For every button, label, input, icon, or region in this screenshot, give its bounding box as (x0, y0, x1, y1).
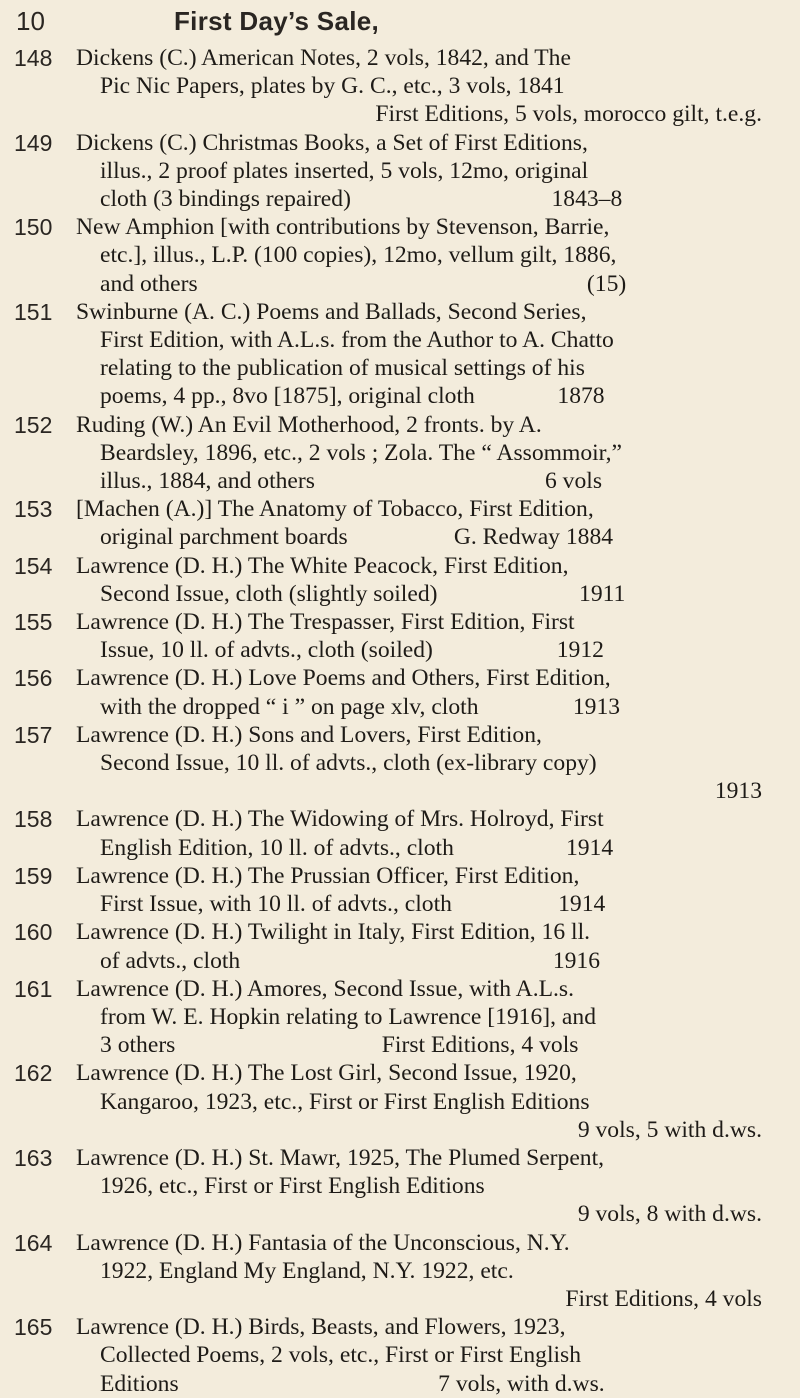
lot-description-line: Lawrence (D. H.) Amores, Second Issue, with A.L.s. (76, 975, 574, 1002)
lot-entry (0, 918, 800, 974)
lot-description-line: original parchment boards G. Redway 1884 (100, 524, 614, 551)
lot-description-line: Issue, 10 ll. of advts., cloth (soiled) 1912 (100, 637, 604, 664)
lot-entry (0, 44, 800, 129)
lot-description-line: Pic Nic Papers, plates by G. C., etc., 3 vols, 1841 (100, 73, 565, 100)
lot-description-line: First Editions, 5 vols, morocco gilt, t.e.g. (375, 101, 762, 128)
lot-description-line: Beardsley, 1896, etc., 2 vols ; Zola. The “ Assommoir,” (100, 439, 622, 466)
lot-entry (0, 213, 800, 298)
lot-description-line: Ruding (W.) An Evil Motherhood, 2 fronts. by A. (76, 411, 542, 438)
lot-description-line: Dickens (C.) American Notes, 2 vols, 1842, and The (76, 45, 571, 71)
lot-number: 152 (14, 411, 53, 438)
lot-description-line: Lawrence (D. H.) The Trespasser, First Edition, First (76, 609, 575, 636)
lot-description-line: 9 vols, 8 with d.ws. (577, 1201, 762, 1228)
running-title: First Day’s Sale, (174, 6, 380, 36)
lot-number: 161 (14, 975, 53, 1002)
lot-description-line: and others (15) (100, 270, 627, 297)
lot-description-line: First Editions, 4 vols (565, 1285, 762, 1312)
lot-description-line: New Amphion [with contributions by Stevenson, Barrie, (76, 214, 610, 241)
lot-description-line: etc.], illus., L.P. (100 copies), 12mo, vellum gilt, 1886, (100, 242, 617, 269)
lot-entry (0, 552, 800, 608)
lot-description-line: Lawrence (D. H.) St. Mawr, 1925, The Plumed Serpent, (76, 1144, 605, 1171)
lot-description-line: Lawrence (D. H.) The Prussian Officer, First Edition, (76, 862, 580, 889)
lot-description-line: cloth (3 bindings repaired) 1843–8 (100, 186, 623, 213)
lot-entry (0, 495, 800, 551)
lot-description-line: Lawrence (D. H.) Twilight in Italy, First Edition, 16 ll. (76, 919, 591, 946)
lot-number: 151 (14, 298, 53, 325)
lot-entry (0, 608, 800, 664)
lot-number: 164 (14, 1229, 53, 1256)
lot-description-line: First Edition, with A.L.s. from the Author to A. Chatto (100, 327, 614, 354)
lot-description-line: Second Issue, cloth (slightly soiled) 1911 (100, 580, 626, 607)
lot-description-line: Editions 7 vols, with d.ws. (100, 1370, 605, 1397)
lot-number: 148 (14, 45, 53, 71)
lot-description-line: poems, 4 pp., 8vo [1875], original cloth 1878 (100, 383, 605, 410)
lot-description-line: of advts., cloth 1916 (100, 947, 601, 974)
lot-description-line: 9 vols, 5 with d.ws. (577, 1116, 762, 1143)
lot-entry (0, 129, 800, 214)
lot-description-line: Swinburne (A. C.) Poems and Ballads, Second Series, (76, 298, 587, 325)
lot-number: 165 (14, 1314, 53, 1341)
lot-number: 162 (14, 1060, 53, 1087)
lot-number: 149 (14, 129, 53, 156)
lot-description-line: Lawrence (D. H.) Love Poems and Others, First Edition, (76, 665, 611, 692)
lot-description-line: Dickens (C.) Christmas Books, a Set of First Editions, (76, 129, 588, 156)
lot-description-line: Kangaroo, 1923, etc., First or First English Editions (100, 1088, 590, 1115)
lot-description-line: Lawrence (D. H.) Sons and Lovers, First Edition, (76, 721, 542, 748)
lot-description-line: First Issue, with 10 ll. of advts., cloth 1914 (100, 891, 606, 918)
lot-entry (0, 805, 800, 861)
lot-description-line: 3 others First Editions, 4 vols (100, 1032, 579, 1059)
lot-entry (0, 975, 800, 1060)
lot-description-line: with the dropped “ i ” on page xlv, cloth 1913 (100, 693, 621, 720)
lot-number: 158 (14, 806, 53, 833)
page-header (0, 4, 800, 44)
lot-entry (0, 1059, 800, 1144)
lot-number: 157 (14, 721, 53, 748)
lot-description-line: English Edition, 10 ll. of advts., cloth 1914 (100, 834, 614, 861)
lot-description-line: illus., 1884, and others 6 vols (100, 468, 603, 495)
lot-description-line: from W. E. Hopkin relating to Lawrence [1916], and (100, 1003, 596, 1030)
lot-entry (0, 721, 800, 806)
lot-description-line: 1926, etc., First or First English Editions (100, 1173, 485, 1200)
lot-number: 155 (14, 609, 53, 636)
lot-description-line: Lawrence (D. H.) The White Peacock, First Edition, (76, 552, 569, 579)
lot-number: 160 (14, 919, 53, 946)
lot-description-line: Lawrence (D. H.) Fantasia of the Unconscious, N.Y. (76, 1229, 570, 1256)
lot-number: 153 (14, 496, 53, 523)
lot-entry (0, 298, 800, 411)
lot-description-line: relating to the publication of musical settings of his (100, 355, 585, 382)
lot-number: 154 (14, 552, 53, 579)
lot-description-line: illus., 2 proof plates inserted, 5 vols, 12mo, original (100, 157, 589, 184)
lot-number: 156 (14, 665, 53, 692)
lot-entry (0, 1144, 800, 1229)
page-number: 10 (16, 6, 45, 36)
lot-number: 163 (14, 1144, 53, 1171)
lot-entry (0, 1313, 800, 1398)
lot-entry (0, 411, 800, 496)
lot-description-line: Second Issue, 10 ll. of advts., cloth (ex-library copy) (100, 750, 597, 777)
lot-description-line: Lawrence (D. H.) The Widowing of Mrs. Holroyd, First (76, 806, 604, 833)
lot-description-line: 1922, England My England, N.Y. 1922, etc. (100, 1257, 514, 1284)
lot-list (0, 44, 800, 1398)
lot-description-line: [Machen (A.)] The Anatomy of Tobacco, First Edition, (76, 496, 594, 523)
lot-entry (0, 664, 800, 720)
lot-description-line: Lawrence (D. H.) Birds, Beasts, and Flowers, 1923, (76, 1314, 566, 1341)
lot-description-line: Collected Poems, 2 vols, etc., First or First English (100, 1342, 582, 1369)
lot-number: 159 (14, 862, 53, 889)
lot-number: 150 (14, 214, 53, 241)
lot-description-line: 1913 (714, 778, 762, 805)
lot-entry (0, 862, 800, 918)
lot-entry (0, 1229, 800, 1314)
lot-description-line: Lawrence (D. H.) The Lost Girl, Second Issue, 1920, (76, 1060, 577, 1087)
